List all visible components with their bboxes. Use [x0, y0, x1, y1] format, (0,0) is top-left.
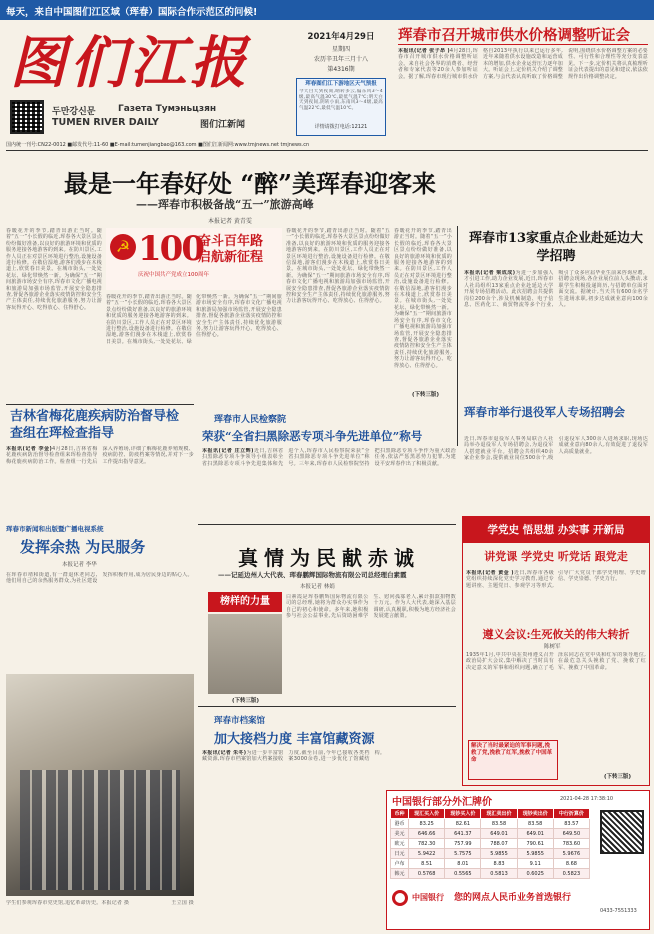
recruit-text: 为进一步加强人才引进工作,助力企业发展,近日,珲春市人社局组织13家重点企业赴延边大学开展专场招聘活动。此次招聘会共提供岗位200余个,涉及机械制造、电子信息、医药化工、商贸物流等多个行业,吸引了众多应届毕业生前来咨询应聘。招聘会现场,各企业展位前人头攒动,求职学生积极投递简历,与招聘单位面对面交流。据统计,当天共有600余名学生进场求职,初步达成就业意向100余人。	[464, 270, 648, 309]
fx-col-header: 现汇卖出价	[481, 809, 517, 819]
retiree-byline: 本报记者 李华	[62, 562, 97, 568]
retiree-body: 在珲春市靖和街道,有一群退休老同志,他们用自己的余热服务群众,为社区建设发挥积极作用,成为居民身边的贴心人。	[6, 572, 193, 585]
fx-cell: 83.25	[409, 819, 445, 829]
fx-col-header: 现汇买入价	[409, 809, 445, 819]
procuratorate-text: 近日,吉林省扫黑除恶专项斗争领导小组表彰全省扫黑除恶专项斗争先进集体和先进个人,珲春市人民检察院荣获“全省扫黑除恶专项斗争先进单位”称号。三年来,珲春市人民检察院坚持把扫黑除恶专项斗争作为重大政治任务,依法严惩黑恶势力犯罪,为建设平安珲春作出了积极贡献。	[202, 448, 456, 467]
procuratorate-byline: 本报讯(记者 庄立辉)	[202, 448, 254, 454]
lead-col-right	[286, 228, 390, 398]
party-history-banner	[463, 517, 649, 543]
photo-credit: 王立国 摄	[171, 900, 194, 906]
zunyi-continue: (下转三版)	[604, 774, 632, 780]
weather-text: 今天白天到夜间,晴转多云,偏东风3～4级,最高气温30℃,最低气温7℃;明天白天到夜间,阴转小雨,东南风3～4级,最高气温22℃,最低气温10℃。	[299, 89, 383, 111]
procuratorate-headline: 荣获“全省扫黑除恶专项斗争先进单位”称号	[202, 429, 423, 443]
lead-headline: 最是一年春好处 “醉”美珲春迎客来	[64, 169, 436, 198]
feature-subhead: ——记延边州人大代表、珲春鹏辉国际物流有限公司总经理白素霞	[218, 571, 407, 579]
bank-ad-name: 中国银行	[412, 893, 444, 902]
centenary-banner	[106, 228, 282, 290]
fx-row	[391, 849, 590, 859]
fx-table-header	[391, 809, 590, 819]
banner-slogan: 奋斗百年路 启航新征程	[198, 234, 264, 265]
party-history-line2: 讲党课 学党史 听党话 跟党走	[484, 550, 628, 563]
fx-cell: 788.07	[481, 839, 517, 849]
fx-cell: 8.68	[553, 859, 589, 869]
right-top-headline: 珲春市召开城市供水价格调整听证会	[398, 27, 630, 44]
feature-top-rule	[198, 524, 456, 525]
banner-hundred: 100	[138, 229, 203, 269]
korean-name: 두만강신문	[52, 107, 96, 117]
feature-body	[286, 594, 456, 694]
russian-name: Газета Тумэньцзян	[118, 104, 217, 114]
fx-cell: 美元	[391, 829, 409, 839]
lead-byline: 本报记者 黄青雯	[208, 218, 252, 225]
bank-date: 2021-04-28 17:38:10	[560, 796, 614, 802]
issue-date: 2021年4月29日	[307, 32, 375, 42]
deer-headline: 吉林省梅花鹿疾病防治督导检查组在珲检查指导	[10, 409, 180, 441]
fx-cell: 8.01	[445, 859, 481, 869]
feature-continue: (下转三版)	[232, 698, 260, 704]
banner-caption: 庆祝中国共产党成立100周年	[138, 272, 209, 278]
qr-code	[10, 100, 44, 134]
party-emblem-icon: ☭	[110, 234, 136, 260]
fx-row	[391, 869, 590, 879]
fx-cell: 82.61	[445, 819, 481, 829]
fx-row	[391, 819, 590, 829]
fx-cell: 783.60	[553, 839, 589, 849]
right-top-body	[398, 48, 648, 144]
right-col-divider	[457, 226, 458, 446]
lead-col-right2	[394, 228, 452, 390]
fx-cell: 8.83	[481, 859, 517, 869]
fx-cell: 646.66	[409, 829, 445, 839]
weather-title: 珲春图们江下游地区天气预报	[305, 81, 377, 87]
fx-row	[391, 839, 590, 849]
bank-ad-phone: 0433-7551333	[600, 908, 637, 914]
role-model-tag-text: 榜样的力量	[220, 596, 270, 607]
party-history-line1: 学党史 悟思想 办实事 开新局	[487, 524, 625, 536]
date-block	[296, 30, 386, 76]
archive-headline: 加大接档力度 丰富馆藏资源	[214, 732, 375, 747]
fx-cell: 9.11	[517, 859, 553, 869]
bank-logo-icon	[392, 890, 408, 906]
zunyi-author: 陈树军	[544, 644, 561, 650]
fx-row	[391, 859, 590, 869]
archive-kicker: 珲春市档案馆	[214, 716, 266, 726]
bank-qr	[600, 810, 644, 854]
bank-title: 中国银行部分外汇牌价	[392, 797, 492, 808]
fx-cell: 欧元	[391, 839, 409, 849]
lead-subhead: ——珲春市积极备战“五一”旅游高峰	[136, 198, 314, 211]
deer-text: 4月28日,吉林省梅花鹿疾病防治督导检查组来珲检查指导梅花鹿疾病防治工作。检查组一行先后深入养殖场,详细了解梅花鹿养殖规模、疫病防控、防疫档案等情况,并对下一步工作提出指导意见。	[6, 446, 194, 465]
recruit-headline: 珲春市13家重点企业赴延边大学招聘	[468, 231, 644, 264]
fx-col-header: 币种	[391, 809, 409, 819]
lead-right-text: 春暖花开的季节,踏青出游正当时。随着“五一”小长假的临近,珲春各大景区景点纷纷做好准备,以良好的旅游环境和优质的服务迎接各地游客的到来。在防川景区,工作人员正在对景区环境进行整治,设施设备进行检修。在敬信湿地,游客们漫步在木栈道上,欣赏春日美景。在城市街头,一处处花坛、绿化带焕然一新。为确保“五一”期间旅游市场安全有序,珲春市文化广播电视和旅游局加强市场监管,开展安全隐患排查,督促各旅游企业落实疫情防控和安全生产主体责任,持续优化旅游服务,努力让游客玩得开心、吃得放心、住得舒心。	[286, 228, 390, 305]
issue-lunar: 农历辛丑年三月十八	[313, 56, 368, 63]
zunyi-headline: 遵义会议:生死攸关的伟大转折	[482, 628, 630, 641]
procuratorate-body	[202, 448, 456, 518]
fx-cell: 83.57	[553, 819, 589, 829]
lead-mid-text: 春暖花开的季节,踏青出游正当时。随着“五一”小长假的临近,珲春各大景区景点纷纷做好准备,以良好的旅游环境和优质的服务迎接各地游客的到来。在防川景区,工作人员正在对景区环境进行整治,设施设备进行检修。在敬信湿地,游客们漫步在木栈道上,欣赏春日美景。在城市街头,一处处花坛、绿化带焕然一新。为确保“五一”期间旅游市场安全有序,珲春市文化广播电视和旅游局加强市场监管,开展安全隐患排查,督促各旅游企业落实疫情防控和安全生产主体责任,持续优化旅游服务,努力让游客玩得开心、吃得放心、住得舒心。	[106, 294, 282, 345]
right-top-rule	[398, 44, 648, 45]
role-model-tag	[208, 592, 282, 612]
issue-weekday: 星期四	[331, 46, 350, 53]
top-slogan-text: 每天，来自中国图们江区域（珲春）国际合作示范区的问候!	[6, 7, 258, 18]
recruit-byline: 本报讯(记者 梁成成)	[464, 270, 516, 276]
zunyi-text: 1935年1月,中共中央在贵州遵义召开政治局扩大会议,集中解决了当时具有决定意义的军事和组织问题,确立了毛泽东同志在党中央和红军的领导地位,在最危急关头挽救了党、挽救了红军、挽救了中国革命。	[466, 652, 646, 671]
fx-cell: 0.5823	[553, 869, 589, 879]
fx-cell: 0.5813	[481, 869, 517, 879]
students-photo-caption	[6, 900, 194, 926]
lead-continue: (下转三版)	[412, 392, 440, 398]
weather-hotline	[299, 123, 383, 130]
feature-text: 白素霞是珲春鹏辉国际物流有限公司的总经理,她将为群众办实事作为自己的初心和使命。多年来,她积极参与社会公益事业,先后资助困难学生、慰问孤寡老人,累计捐款捐物数十万元。作为人大代表,她深入基层调研,认真履职,积极为地方经济社会发展建言献策。	[286, 594, 456, 620]
fx-cell: 0.6025	[517, 869, 553, 879]
fx-cell: 韩元	[391, 869, 409, 879]
fx-cell: 790.61	[517, 839, 553, 849]
archive-text: 为进一步丰富馆藏资源,珲春市档案馆加大档案接收力度,截至目前,今年已接收各类档案3000余卷,进一步优化了馆藏结构。	[202, 750, 386, 763]
zunyi-quote-text: 解决了当时最紧迫的军事问题,挽救了党,挽救了红军,挽救了中国革命	[471, 743, 553, 763]
hotline-number: 12121	[351, 124, 368, 130]
feature-headline: 真情为民献赤诚	[238, 546, 420, 570]
right-top-text: 4月28日,珲春市召开城市供水价格调整听证会。来自社会各界的消费者、经营者和专家代表等20余人参加听证会。据了解,珲春市现行城市供水价格自2013年执行以来已运行多年,近年来随着供水设施改造和运营成本的增加,供水企业运营压力逐年加大。听证会上,定价机关介绍了调整方案,与会代表认真听取了价格调整说明,围绕供水价格调整方案的必要性、可行性和合理性等充分发表意见。下一步,定价机关将认真梳理听证会代表提出的意见和建议,依法依规作出价格调整决定。	[398, 48, 648, 80]
fx-cell: 649.50	[553, 829, 589, 839]
students-photo-figures	[20, 770, 180, 890]
party-history-text: 近日,珲春市各级党组织持续深化党史学习教育,通过专题讲座、主题党日、参观学习等形式,引导广大党员干部学史明理、学史增信、学史崇德、学史力行。	[466, 570, 646, 589]
zunyi-quote	[468, 740, 558, 780]
fx-cell: 0.5565	[445, 869, 481, 879]
fx-cell: 83.58	[481, 819, 517, 829]
site-name: 图们江新闻	[200, 120, 246, 130]
english-name: TUMEN RIVER DAILY	[52, 117, 159, 128]
fx-cell: 0.5768	[409, 869, 445, 879]
fx-col-header: 现钞卖出价	[517, 809, 553, 819]
info-line: 国内统一刊号:CN22-0012 ■邮发代号:11-60 ■E-mail:tumenjiangbao@163.com ■图们江新闻网:www.tmjnews.net tmjnews.cn	[6, 142, 310, 148]
fx-cell: 757.99	[445, 839, 481, 849]
recruit-body	[464, 270, 648, 398]
left-mid-rule	[6, 404, 194, 405]
retiree-kicker: 珲春市新闻和出版暨广播电视系统	[6, 525, 104, 533]
fx-cell: 5.9422	[409, 849, 445, 859]
fx-cell: 5.9855	[481, 849, 517, 859]
right-top-byline: 本报讯(记者 张子昂 )	[398, 48, 450, 54]
fx-cell: 5.9676	[553, 849, 589, 859]
bank-ad	[390, 886, 646, 926]
fx-table-body	[391, 819, 590, 879]
photo-caption-text: 学生们参观珲春市党史馆,追忆革命历史。本报记者 摄	[6, 900, 130, 906]
fx-cell: 5.7575	[445, 849, 481, 859]
fx-cell: 港币	[391, 819, 409, 829]
fx-col-header: 中行折算价	[553, 809, 589, 819]
masthead-rule	[6, 150, 648, 151]
archive-rule	[198, 706, 456, 707]
fx-cell: 641.37	[445, 829, 481, 839]
bank-ad-slogan: 您的网点人民币业务首选银行	[454, 893, 572, 903]
deer-body	[6, 446, 194, 518]
feature-byline: 本报记者 林娟	[300, 584, 335, 590]
veteran-headline: 珲春市举行退役军人专场招聘会	[464, 405, 625, 419]
fx-cell: 卢布	[391, 859, 409, 869]
retiree-headline: 发挥余热 为民服务	[20, 538, 146, 556]
lead-right2-text: 春暖花开的季节,踏青出游正当时。随着“五一”小长假的临近,珲春各大景区景点纷纷做好准备,以良好的旅游环境和优质的服务迎接各地游客的到来。在防川景区,工作人员正在对景区环境进行整治,设施设备进行检修。在敬信湿地,游客们漫步在木栈道上,欣赏春日美景。在城市街头,一处处花坛、绿化带焕然一新。为确保“五一”期间旅游市场安全有序,珲春市文化广播电视和旅游局加强市场监管,开展安全隐患排查,督促各旅游企业落实疫情防控和安全生产主体责任,持续优化旅游服务,努力让游客玩得开心、吃得放心、住得舒心。	[394, 228, 452, 369]
fx-cell: 83.58	[517, 819, 553, 829]
lead-col-left: 春暖花开的季节,踏青出游正当时。随着“五一”小长假的临近,珲春各大景区景点纷纷做好准备,以良好的旅游环境和优质的服务迎接各地游客的到来。在防川景区,工作人员正在对景区环境进行整治,设施设备进行检修。在敬信湿地,游客们漫步在木栈道上,欣赏春日美景。在城市街头,一处处花坛、绿化带焕然一新。为确保“五一”期间旅游市场安全有序,珲春市文化广播电视和旅游局加强市场监管,开展安全隐患排查,督促各旅游企业落实疫情防控和安全生产主体责任,持续优化旅游服务,努力让游客玩得开心、吃得放心、住得舒心。	[6, 228, 102, 311]
procuratorate-kicker: 珲春市人民检察院	[214, 415, 287, 425]
fx-cell: 782.30	[409, 839, 445, 849]
fx-cell: 5.9855	[517, 849, 553, 859]
fx-cell: 649.01	[481, 829, 517, 839]
fx-col-header: 现钞买入价	[445, 809, 481, 819]
veteran-body: 近日,珲春市退役军人事务局联合人社局举办退役军人专场招聘会,为退役军人搭建就业平台。招聘会共组织40余家企业参会,提供就业岗位500余个,吸引退役军人300余人进场求职,现场达成就业意向80余人,有效促进了退役军人高质量就业。	[464, 436, 648, 462]
weather-block	[296, 78, 386, 136]
fx-cell: 8.51	[409, 859, 445, 869]
fx-cell: 649.01	[517, 829, 553, 839]
feature-portrait	[208, 614, 282, 694]
masthead: 图们江报	[10, 30, 250, 96]
hotline-label: 详情请拨打电话:	[314, 124, 352, 130]
fx-table	[390, 808, 590, 879]
issue-number: 第4316期	[327, 66, 355, 73]
fx-row	[391, 829, 590, 839]
deer-byline: 本报讯(记者 李金)	[6, 446, 52, 452]
party-history-body	[466, 570, 646, 622]
zunyi-body	[466, 652, 646, 738]
lead-col-mid	[106, 294, 282, 398]
fx-cell: 日元	[391, 849, 409, 859]
party-history-byline: 本报讯(记者 黄金 )	[466, 570, 514, 576]
archive-byline: 本报讯(记者 朱冬)	[202, 750, 247, 756]
